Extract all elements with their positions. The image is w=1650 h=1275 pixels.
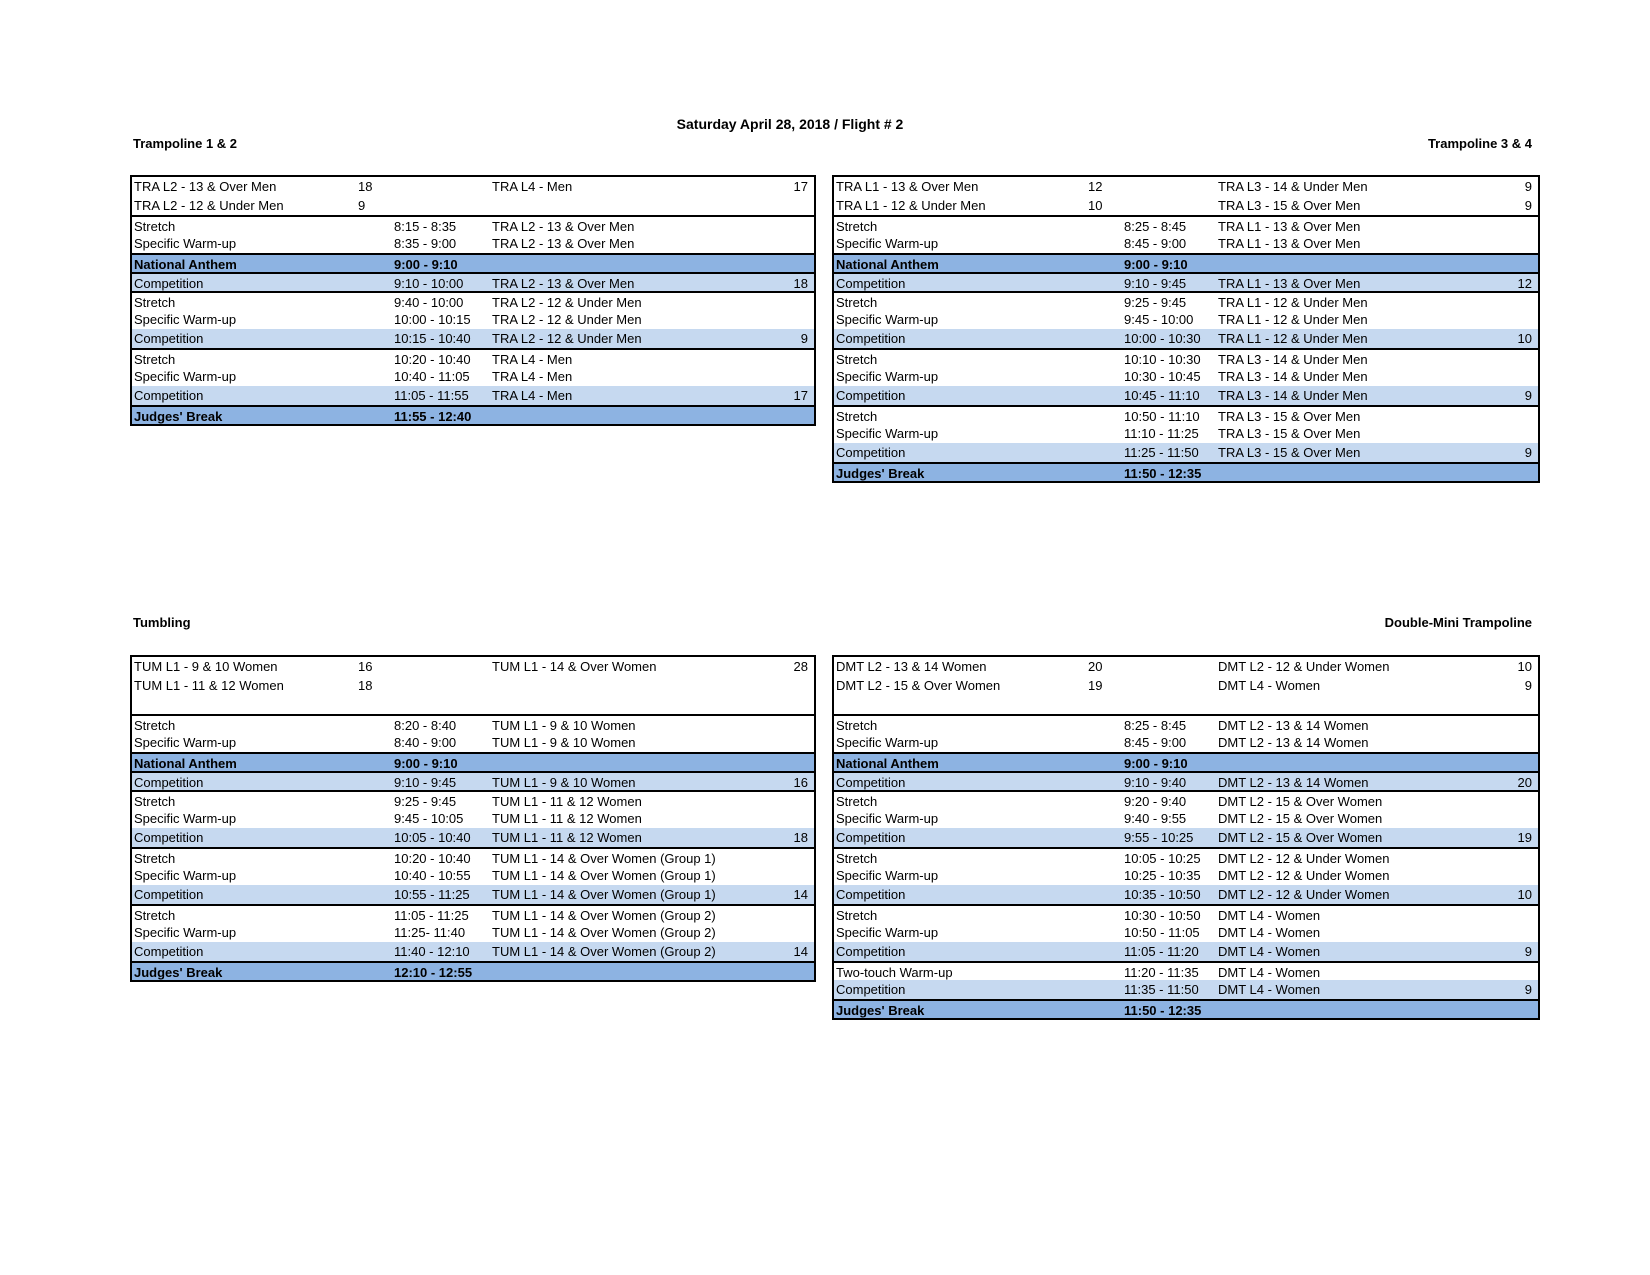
competition-row	[132, 272, 814, 291]
competition-row	[834, 386, 1538, 405]
schedule-row	[132, 904, 814, 923]
row-activity: Specific Warm-up	[134, 868, 237, 883]
row-activity: Competition	[134, 388, 204, 403]
row-activity: Competition	[134, 775, 204, 790]
schedule-row	[834, 733, 1538, 752]
row-time: 10:20 - 10:40	[394, 352, 471, 367]
schedule-row	[132, 923, 814, 942]
row-group: TRA L1 - 13 & Over Men	[1218, 236, 1361, 251]
schedule-row	[132, 714, 814, 733]
row-count: 10	[1517, 331, 1532, 346]
row-time: 10:40 - 11:05	[394, 369, 470, 384]
header-row	[132, 177, 814, 196]
row-time: 10:00 - 10:15	[394, 312, 471, 327]
competition-row	[834, 942, 1538, 961]
competition-row	[132, 885, 814, 904]
schedule-row	[834, 215, 1538, 234]
row-group: TUM L1 - 11 & 12 Women	[492, 830, 642, 845]
row-time: 9:00 - 9:10	[1124, 756, 1188, 771]
row-activity: Specific Warm-up	[836, 868, 939, 883]
header-group-count: 18	[358, 179, 373, 194]
highlight-row	[834, 752, 1538, 771]
header-group-name: TRA L2 - 13 & Over Men	[134, 179, 277, 194]
row-activity: Specific Warm-up	[836, 369, 939, 384]
competition-row	[834, 443, 1538, 462]
row-activity: Competition	[836, 445, 906, 460]
row-group: TRA L3 - 14 & Under Men	[1218, 388, 1368, 403]
highlight-row	[834, 253, 1538, 272]
row-group: TRA L2 - 12 & Under Men	[492, 295, 642, 310]
row-count: 17	[793, 388, 808, 403]
row-group: DMT L4 - Women	[1218, 965, 1321, 980]
row-activity: Specific Warm-up	[836, 312, 939, 327]
row-time: 8:45 - 9:00	[1124, 735, 1187, 750]
row-time: 10:20 - 10:40	[394, 851, 471, 866]
schedule-row	[132, 847, 814, 866]
header-group-count: 9	[358, 198, 366, 213]
row-activity: Specific Warm-up	[134, 369, 237, 384]
row-group: DMT L2 - 12 & Under Women	[1218, 851, 1390, 866]
row-activity: Judges' Break	[836, 1003, 925, 1018]
row-group: DMT L2 - 13 & 14 Women	[1218, 718, 1369, 733]
row-activity: Stretch	[134, 219, 176, 234]
row-activity: Stretch	[836, 295, 878, 310]
row-time: 10:30 - 10:45	[1124, 369, 1201, 384]
row-time: 9:10 - 9:40	[1124, 775, 1187, 790]
row-group: TRA L4 - Men	[492, 352, 573, 367]
row-activity: Stretch	[134, 718, 176, 733]
row-group: DMT L2 - 15 & Over Women	[1218, 830, 1383, 845]
row-count: 9	[1524, 388, 1532, 403]
row-activity: Stretch	[836, 718, 878, 733]
row-activity: Competition	[836, 944, 906, 959]
highlight-row	[132, 405, 814, 424]
header-row	[132, 196, 814, 215]
schedule-row	[834, 291, 1538, 310]
row-time: 9:10 - 10:00	[394, 276, 464, 291]
row-group: TRA L1 - 12 & Under Men	[1218, 312, 1368, 327]
row-count: 9	[1524, 982, 1532, 997]
row-group: TRA L3 - 15 & Over Men	[1218, 445, 1361, 460]
row-group: TRA L2 - 12 & Under Men	[492, 331, 642, 346]
schedule-row	[834, 809, 1538, 828]
row-time: 9:40 - 10:00	[394, 295, 464, 310]
header-group-name: DMT L4 - Women	[1218, 678, 1321, 693]
row-group: TRA L1 - 12 & Under Men	[1218, 295, 1368, 310]
row-activity: Competition	[134, 944, 204, 959]
schedule-row	[132, 291, 814, 310]
row-time: 11:40 - 12:10	[394, 944, 470, 959]
row-time: 9:25 - 9:45	[1124, 295, 1187, 310]
section-label-trampoline-1-2: Trampoline 1 & 2	[133, 136, 238, 151]
header-group-name: TUM L1 - 11 & 12 Women	[134, 678, 284, 693]
schedule-row	[834, 424, 1538, 443]
schedule-row	[834, 961, 1538, 980]
row-time: 9:40 - 9:55	[1124, 811, 1187, 826]
row-count: 9	[1524, 445, 1532, 460]
row-activity: Competition	[134, 276, 204, 291]
row-time: 10:30 - 10:50	[1124, 908, 1201, 923]
row-activity: Stretch	[134, 794, 176, 809]
row-activity: Specific Warm-up	[836, 811, 939, 826]
row-activity: Two-touch Warm-up	[836, 965, 953, 980]
row-time: 9:45 - 10:05	[394, 811, 464, 826]
row-group: TRA L2 - 12 & Under Men	[492, 312, 642, 327]
row-group: DMT L2 - 13 & 14 Women	[1218, 735, 1369, 750]
row-activity: Competition	[836, 887, 906, 902]
row-group: TRA L4 - Men	[492, 388, 573, 403]
schedule-row	[132, 866, 814, 885]
schedule-row	[834, 866, 1538, 885]
row-group: TRA L1 - 13 & Over Men	[1218, 219, 1361, 234]
row-group: TRA L1 - 13 & Over Men	[1218, 276, 1361, 291]
row-group: DMT L4 - Women	[1218, 925, 1321, 940]
schedule-row	[132, 790, 814, 809]
competition-row	[834, 885, 1538, 904]
header-group-count: 10	[1088, 198, 1103, 213]
row-time: 11:35 - 11:50	[1124, 982, 1199, 997]
section-label-tumbling: Tumbling	[133, 615, 191, 630]
row-group: TRA L1 - 12 & Under Men	[1218, 331, 1368, 346]
row-count: 16	[793, 775, 808, 790]
header-group-name: TRA L4 - Men	[492, 179, 573, 194]
row-time: 9:20 - 9:40	[1124, 794, 1187, 809]
row-group: TRA L2 - 13 & Over Men	[492, 219, 635, 234]
row-activity: Stretch	[134, 352, 176, 367]
row-time: 10:45 - 11:10	[1124, 388, 1200, 403]
header-group-count: 9	[1524, 678, 1532, 693]
row-activity: Competition	[836, 982, 906, 997]
schedule-row	[834, 904, 1538, 923]
row-count: 18	[793, 830, 808, 845]
schedule-row	[834, 714, 1538, 733]
header-group-count: 19	[1088, 678, 1103, 693]
header-row	[834, 657, 1538, 676]
row-time: 9:10 - 9:45	[394, 775, 457, 790]
row-activity: Specific Warm-up	[134, 312, 237, 327]
page-title: Saturday April 28, 2018 / Flight # 2	[676, 116, 904, 132]
schedule-row	[834, 234, 1538, 253]
row-time: 10:05 - 10:25	[1124, 851, 1201, 866]
header-row	[834, 676, 1538, 714]
row-activity: Specific Warm-up	[134, 925, 237, 940]
row-group: TRA L2 - 13 & Over Men	[492, 276, 635, 291]
header-group-name: DMT L2 - 12 & Under Women	[1218, 659, 1390, 674]
section-label-double-mini-trampoline: Double-Mini Trampoline	[1384, 615, 1532, 630]
header-group-count: 10	[1517, 659, 1532, 674]
competition-row	[834, 828, 1538, 847]
row-count: 14	[793, 887, 808, 902]
schedule-row	[132, 348, 814, 367]
row-group: TRA L4 - Men	[492, 369, 573, 384]
row-time: 12:10 - 12:55	[394, 965, 473, 980]
row-activity: Specific Warm-up	[836, 426, 939, 441]
row-time: 10:10 - 10:30	[1124, 352, 1201, 367]
row-activity: National Anthem	[134, 756, 237, 771]
row-time: 9:55 - 10:25	[1124, 830, 1194, 845]
schedule-table-trampoline-1-2	[130, 175, 816, 426]
row-activity: Stretch	[134, 908, 176, 923]
schedule-row	[834, 847, 1538, 866]
competition-row	[834, 980, 1538, 999]
row-time: 11:20 - 11:35	[1124, 965, 1199, 980]
row-activity: National Anthem	[836, 756, 939, 771]
schedule-row	[834, 367, 1538, 386]
competition-row	[132, 942, 814, 961]
competition-row	[834, 329, 1538, 348]
row-group: TUM L1 - 14 & Over Women (Group 1)	[492, 887, 716, 902]
schedule-table-tumbling	[130, 655, 816, 982]
row-time: 11:25- 11:40	[394, 925, 466, 940]
row-group: TRA L2 - 13 & Over Men	[492, 236, 635, 251]
row-group: TRA L3 - 15 & Over Men	[1218, 426, 1361, 441]
row-group: DMT L2 - 15 & Over Women	[1218, 811, 1383, 826]
header-group-count: 16	[358, 659, 373, 674]
row-group: DMT L2 - 12 & Under Women	[1218, 868, 1390, 883]
row-activity: Competition	[836, 276, 906, 291]
row-group: TUM L1 - 11 & 12 Women	[492, 811, 642, 826]
row-activity: Competition	[836, 830, 906, 845]
row-activity: Competition	[134, 331, 204, 346]
schedule-table-double-mini-trampoline	[832, 655, 1540, 1020]
row-activity: Specific Warm-up	[836, 735, 939, 750]
row-time: 8:20 - 8:40	[394, 718, 457, 733]
row-activity: Specific Warm-up	[836, 925, 939, 940]
row-time: 8:35 - 9:00	[394, 236, 457, 251]
row-group: TUM L1 - 14 & Over Women (Group 1)	[492, 851, 716, 866]
row-count: 14	[793, 944, 808, 959]
competition-row	[132, 828, 814, 847]
row-group: DMT L2 - 15 & Over Women	[1218, 794, 1383, 809]
competition-row	[132, 771, 814, 790]
row-time: 8:40 - 9:00	[394, 735, 457, 750]
row-group: TUM L1 - 9 & 10 Women	[492, 735, 636, 750]
row-time: 9:00 - 9:10	[1124, 257, 1188, 272]
row-time: 10:05 - 10:40	[394, 830, 471, 845]
schedule-row	[132, 809, 814, 828]
row-count: 19	[1517, 830, 1532, 845]
row-time: 9:00 - 9:10	[394, 257, 458, 272]
row-count: 20	[1517, 775, 1532, 790]
header-group-name: TRA L3 - 14 & Under Men	[1218, 179, 1368, 194]
row-group: TRA L3 - 14 & Under Men	[1218, 369, 1368, 384]
row-group: DMT L2 - 13 & 14 Women	[1218, 775, 1369, 790]
row-time: 10:00 - 10:30	[1124, 331, 1201, 346]
row-group: TRA L3 - 15 & Over Men	[1218, 409, 1361, 424]
header-group-count: 12	[1088, 179, 1103, 194]
row-time: 8:25 - 8:45	[1124, 718, 1187, 733]
row-activity: Specific Warm-up	[134, 236, 237, 251]
row-activity: Stretch	[836, 851, 878, 866]
row-activity: Stretch	[836, 794, 878, 809]
row-time: 9:10 - 9:45	[1124, 276, 1187, 291]
schedule-row	[132, 310, 814, 329]
row-time: 10:35 - 10:50	[1124, 887, 1201, 902]
header-row	[834, 196, 1538, 215]
row-activity: Stretch	[836, 352, 878, 367]
header-group-count: 9	[1524, 198, 1532, 213]
schedule-row	[132, 733, 814, 752]
row-activity: Competition	[836, 775, 906, 790]
row-time: 10:55 - 11:25	[394, 887, 470, 902]
header-group-count: 17	[793, 179, 808, 194]
row-activity: Specific Warm-up	[836, 236, 939, 251]
section-label-trampoline-3-4: Trampoline 3 & 4	[1427, 136, 1532, 151]
row-activity: National Anthem	[836, 257, 939, 272]
row-count: 10	[1517, 887, 1532, 902]
schedule-row	[132, 234, 814, 253]
competition-row	[834, 771, 1538, 790]
highlight-row	[834, 462, 1538, 481]
highlight-row	[132, 253, 814, 272]
header-group-name: TUM L1 - 9 & 10 Women	[134, 659, 278, 674]
row-group: TUM L1 - 14 & Over Women (Group 2)	[492, 925, 716, 940]
schedule-row	[834, 790, 1538, 809]
competition-row	[132, 329, 814, 348]
schedule-row	[834, 348, 1538, 367]
row-group: TUM L1 - 11 & 12 Women	[492, 794, 642, 809]
schedule-row	[834, 923, 1538, 942]
row-group: DMT L4 - Women	[1218, 944, 1321, 959]
schedule-row	[834, 310, 1538, 329]
row-time: 10:40 - 10:55	[394, 868, 471, 883]
header-row	[132, 657, 814, 676]
header-group-name: TRA L2 - 12 & Under Men	[134, 198, 284, 213]
row-activity: National Anthem	[134, 257, 237, 272]
row-activity: Stretch	[836, 409, 878, 424]
row-time: 8:45 - 9:00	[1124, 236, 1187, 251]
header-group-name: TRA L1 - 13 & Over Men	[836, 179, 979, 194]
header-group-name: TRA L3 - 15 & Over Men	[1218, 198, 1361, 213]
schedule-table-trampoline-3-4	[832, 175, 1540, 483]
row-time: 8:15 - 8:35	[394, 219, 457, 234]
row-time: 11:50 - 12:35	[1124, 466, 1202, 481]
row-activity: Judges' Break	[134, 409, 223, 424]
row-activity: Stretch	[836, 908, 878, 923]
header-group-name: DMT L2 - 13 & 14 Women	[836, 659, 987, 674]
row-time: 10:50 - 11:05	[1124, 925, 1200, 940]
header-group-name: DMT L2 - 15 & Over Women	[836, 678, 1001, 693]
row-activity: Competition	[836, 388, 906, 403]
row-group: DMT L4 - Women	[1218, 908, 1321, 923]
row-group: TUM L1 - 14 & Over Women (Group 2)	[492, 908, 716, 923]
row-group: TUM L1 - 14 & Over Women (Group 2)	[492, 944, 716, 959]
header-group-count: 28	[793, 659, 808, 674]
row-activity: Competition	[134, 887, 204, 902]
row-time: 9:45 - 10:00	[1124, 312, 1194, 327]
schedule-row	[834, 405, 1538, 424]
row-count: 12	[1517, 276, 1532, 291]
row-time: 11:50 - 12:35	[1124, 1003, 1202, 1018]
row-group: TUM L1 - 9 & 10 Women	[492, 718, 636, 733]
row-time: 9:00 - 9:10	[394, 756, 458, 771]
row-time: 10:50 - 11:10	[1124, 409, 1200, 424]
row-group: DMT L2 - 12 & Under Women	[1218, 887, 1390, 902]
row-activity: Judges' Break	[134, 965, 223, 980]
competition-row	[834, 272, 1538, 291]
row-time: 11:25 - 11:50	[1124, 445, 1199, 460]
row-activity: Specific Warm-up	[134, 811, 237, 826]
row-activity: Stretch	[134, 851, 176, 866]
highlight-row	[834, 999, 1538, 1018]
row-count: 9	[800, 331, 808, 346]
row-time: 10:25 - 10:35	[1124, 868, 1201, 883]
row-time: 11:10 - 11:25	[1124, 426, 1199, 441]
row-time: 9:25 - 9:45	[394, 794, 457, 809]
row-group: TUM L1 - 9 & 10 Women	[492, 775, 636, 790]
row-activity: Competition	[134, 830, 204, 845]
header-group-name: TRA L1 - 12 & Under Men	[836, 198, 986, 213]
row-group: TRA L3 - 14 & Under Men	[1218, 352, 1368, 367]
row-time: 10:15 - 10:40	[394, 331, 471, 346]
competition-row	[132, 386, 814, 405]
row-group: DMT L4 - Women	[1218, 982, 1321, 997]
highlight-row	[132, 752, 814, 771]
row-time: 11:05 - 11:20	[1124, 944, 1199, 959]
header-row	[132, 676, 814, 714]
row-time: 8:25 - 8:45	[1124, 219, 1187, 234]
schedule-row	[132, 215, 814, 234]
row-time: 11:55 - 12:40	[394, 409, 472, 424]
row-time: 11:05 - 11:55	[394, 388, 469, 403]
row-time: 11:05 - 11:25	[394, 908, 469, 923]
row-count: 9	[1524, 944, 1532, 959]
schedule-row	[132, 367, 814, 386]
header-group-count: 20	[1088, 659, 1103, 674]
header-group-count: 18	[358, 678, 373, 693]
row-activity: Specific Warm-up	[134, 735, 237, 750]
highlight-row	[132, 961, 814, 980]
header-group-name: TUM L1 - 14 & Over Women	[492, 659, 657, 674]
row-count: 18	[793, 276, 808, 291]
row-group: TUM L1 - 14 & Over Women (Group 1)	[492, 868, 716, 883]
header-row	[834, 177, 1538, 196]
row-activity: Competition	[836, 331, 906, 346]
row-activity: Stretch	[134, 295, 176, 310]
row-activity: Stretch	[836, 219, 878, 234]
header-group-count: 9	[1524, 179, 1532, 194]
row-activity: Judges' Break	[836, 466, 925, 481]
